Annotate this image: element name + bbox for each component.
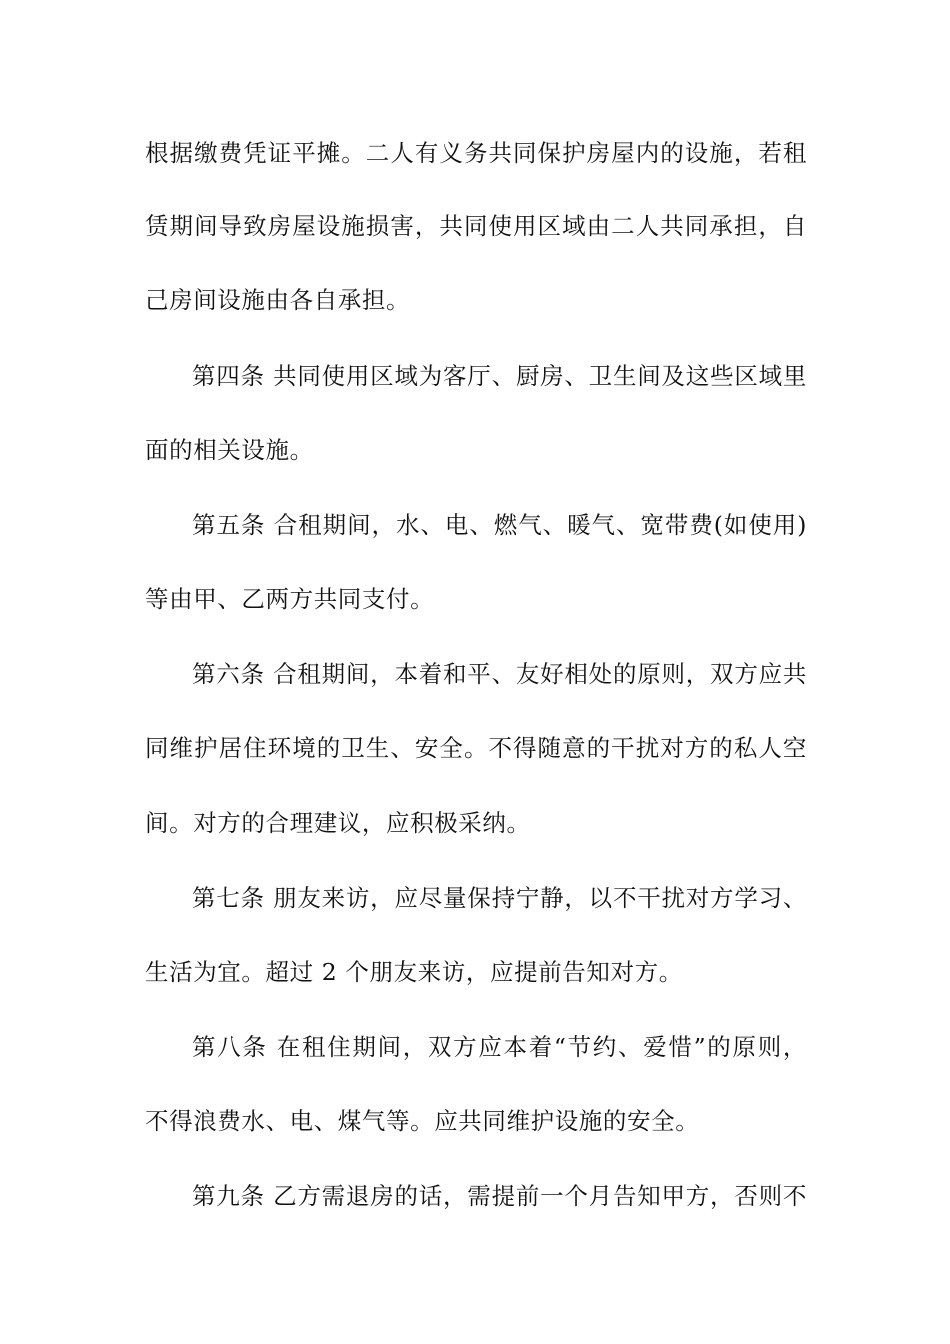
article-8-line: 第八条 在租住期间，双方应本着“节约、爱惜”的原则，	[192, 1033, 807, 1061]
article-9-line: 第九条 乙方需退房的话，需提前一个月告知甲方，否则不	[192, 1182, 807, 1210]
article-6-line: 第六条 合租期间，本着和平、友好相处的原则，双方应共	[192, 660, 807, 688]
text-line: 赁期间导致房屋设施损害，共同使用区域由二人共同承担，自	[145, 212, 807, 240]
text-line: 不得浪费水、电、煤气等。应共同维护设施的安全。	[145, 1107, 700, 1135]
text-line: 间。对方的合理建议，应积极采纳。	[145, 809, 531, 837]
article-5-line: 第五条 合租期间，水、电、燃气、暖气、宽带费(如使用)	[192, 511, 807, 539]
text-line: 己房间设施由各自承担。	[145, 286, 411, 314]
text-line: 生活为宜。超过 2 个朋友来访，应提前告知对方。	[145, 958, 683, 986]
article-4-line: 第四条 共同使用区域为客厅、厨房、卫生间及这些区域里	[192, 362, 807, 390]
text-line: 同维护居住环境的卫生、安全。不得随意的干扰对方的私人空	[145, 734, 807, 762]
article-7-line: 第七条 朋友来访，应尽量保持宁静，以不干扰对方学习、	[192, 884, 807, 912]
text-line: 等由甲、乙两方共同支付。	[145, 585, 435, 613]
text-line: 根据缴费凭证平摊。二人有义务共同保护房屋内的设施，若租	[145, 139, 807, 167]
text-line: 面的相关设施。	[145, 436, 314, 464]
